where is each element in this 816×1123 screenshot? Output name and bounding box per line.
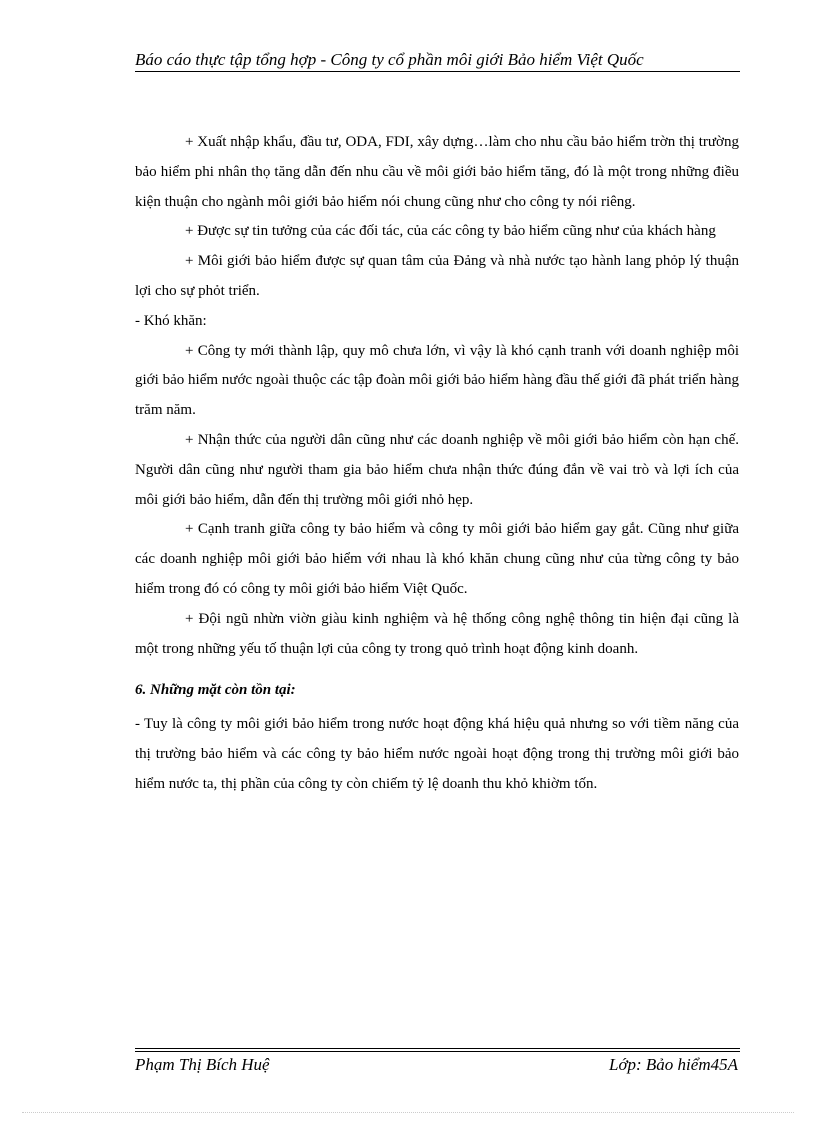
body-text — [135, 128, 739, 800]
paragraph-existing-issues: - Tuy là công ty môi giới bảo hiểm trong nước hoạt động khá hiệu quả nhưng so với tiềm năng của thị trường bảo hiểm và các công ty bảo hiểm nước ngoài hoạt động trong thị trường môi giới bảo hiểm nước ta, thị phần của công ty còn chiếm tỷ lệ doanh thu khỏ khiờm tốn. — [135, 716, 739, 792]
paragraph-difficulties-label: - Khó khăn: — [135, 312, 207, 329]
footer-divider-bottom — [135, 1051, 740, 1052]
footer-author: Phạm Thị Bích Huệ — [135, 1055, 270, 1074]
paragraph-competition: + Cạnh tranh giữa công ty bảo hiểm và công ty môi giới bảo hiểm gay gắt. Cũng như giữa các doanh nghiệp môi giới bảo hiểm với nhau là khó khăn chung cũng như của từng công ty bảo hiểm trong đó có công ty môi giới bảo hiểm Việt Quốc. — [135, 521, 739, 597]
page-bottom-edge — [22, 1112, 794, 1113]
paragraph-new-company: + Công ty mới thành lập, quy mô chưa lớn, vì vậy là khó cạnh tranh với doanh nghiệp môi giới bảo hiểm nước ngoài thuộc các tập đoàn môi giới bảo hiểm hàng đầu thế giới đã phát triển hàng trăm năm. — [135, 342, 739, 419]
header-divider — [135, 71, 740, 72]
footer-divider-top — [135, 1048, 740, 1049]
page-header-title: Báo cáo thực tập tổng hợp - Công ty cổ phần môi giới Bảo hiểm Việt Quốc — [135, 50, 644, 69]
paragraph-staff: + Đội ngũ nhừn viờn giàu kinh nghiệm và hệ thống công nghệ thông tin hiện đại cũng là một trong những yếu tố thuận lợi của công ty trong quỏ trình hoạt động kinh doanh. — [135, 610, 739, 657]
footer-class-label: Lớp: Bảo hiểm45A — [608, 1055, 738, 1074]
paragraph-trust: + Được sự tin tưởng của các đối tác, của các công ty bảo hiểm cũng như của khách hàng — [185, 223, 716, 240]
paragraph-import-export: + Xuất nhập khẩu, đầu tư, ODA, FDI, xây dựng…làm cho nhu cầu bảo hiểm trờn thị trường bảo hiểm phi nhân thọ tăng dẫn đến nhu cầu về môi giới bảo hiểm tăng, đó là một trong những điều kiện thuận cho ngành môi giới bảo hiểm nói chung cũng như cho công ty nói riêng. — [135, 134, 739, 210]
section-heading: 6. Những mặt còn tồn tại: — [135, 682, 296, 699]
paragraph-party-support: + Môi giới bảo hiểm được sự quan tâm của Đảng và nhà nước tạo hành lang phỏp lý thuận lợi cho sự phỏt triển. — [135, 253, 739, 299]
paragraph-awareness: + Nhận thức của người dân cũng như các doanh nghiệp về môi giới bảo hiểm còn hạn chế. Người dân cũng như người tham gia bảo hiểm chưa nhận thức đúng đắn về vai trò và lợi ích của môi giới bảo hiểm, dẫn đến thị trường môi giới nhỏ hẹp. — [135, 431, 739, 508]
